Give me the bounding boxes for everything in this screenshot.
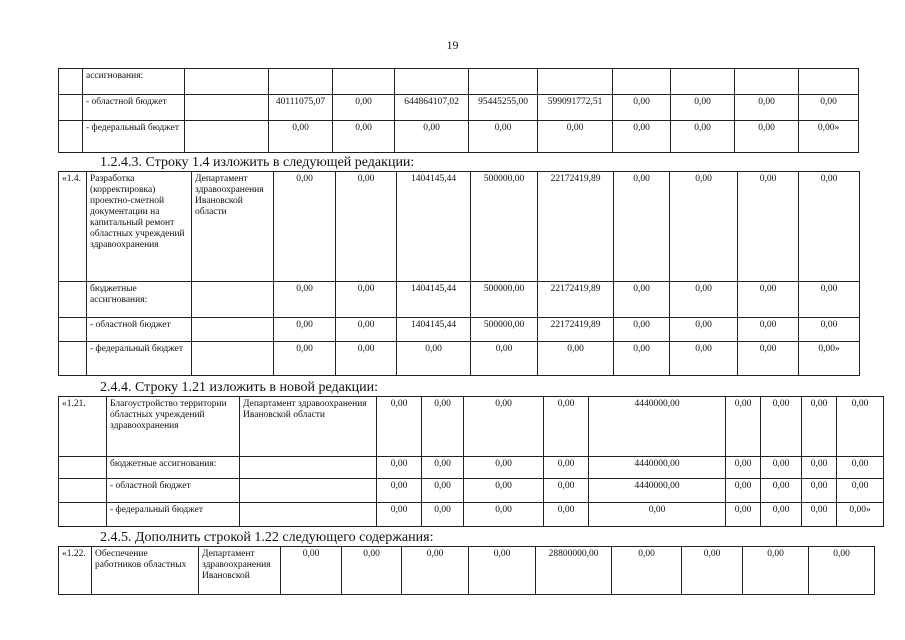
cell-value-2014: 0,00 (377, 457, 422, 479)
cell-value-2021: 0,00 (802, 457, 837, 479)
cell-value-2017: 0,00 (471, 342, 538, 376)
table-row (59, 479, 884, 503)
cell-value-2016: 0,00 (464, 479, 544, 503)
cell-executor (185, 69, 269, 95)
cell-value-2020: 0,00 (761, 457, 802, 479)
cell-value-2019: 0,00 (726, 457, 761, 479)
cell-value-2018: 0,00 (538, 121, 613, 153)
cell-value-2020: 0,00 (670, 318, 738, 342)
cell-value-2019: 0,00 (612, 547, 682, 595)
cell-value-2019: 0,00 (614, 318, 670, 342)
cell-value-2015: 0,00 (336, 282, 397, 318)
cell-value-2020: 0,00 (761, 479, 802, 503)
cell-value-2014: 0,00 (281, 547, 342, 595)
section-heading-1-22: 2.4.5. Дополнить строкой 1.22 следующего содержания: (100, 530, 434, 545)
cell-value-2015: 0,00 (342, 547, 402, 595)
table-row (59, 318, 860, 342)
cell-value-2022: 0,00 (799, 318, 860, 342)
cell-value-2017: 0,00 (469, 121, 538, 153)
cell-value-2020: 0,00 (670, 342, 738, 376)
cell-description: Благоустройство территории областных учреждений здравоохранения (107, 397, 240, 457)
cell-description: бюджетные ассигнования: (87, 282, 192, 318)
budget-table-row-1-22 (58, 546, 875, 595)
cell-value-2014: 0,00 (377, 397, 422, 457)
cell-row-number (59, 282, 87, 318)
cell-executor (240, 457, 377, 479)
cell-value-2017 (469, 69, 538, 95)
cell-value-2022 (799, 69, 859, 95)
cell-value-2016: 1404145,44 (397, 318, 471, 342)
cell-value-2021: 0,00 (743, 547, 809, 595)
cell-description: - областной бюджет (107, 479, 240, 503)
cell-value-2014: 0,00 (377, 479, 422, 503)
cell-value-2022: 0,00 (837, 479, 884, 503)
cell-value-2021: 0,00 (802, 479, 837, 503)
cell-value-2015: 0,00 (336, 342, 397, 376)
cell-value-2016: 0,00 (397, 342, 471, 376)
cell-value-2014: 0,00 (274, 282, 336, 318)
cell-value-2022: 0,00 (809, 547, 875, 595)
cell-value-2015: 0,00 (422, 479, 464, 503)
cell-value-2021: 0,00 (802, 397, 837, 457)
cell-row-number (59, 503, 107, 527)
table-row (59, 95, 859, 121)
cell-value-2021: 0,00 (735, 95, 799, 121)
cell-value-2018: 4440000,00 (589, 397, 726, 457)
cell-value-2016: 1404145,44 (397, 172, 471, 282)
cell-description: бюджетные ассигнования: (107, 457, 240, 479)
cell-value-2016: 0,00 (464, 457, 544, 479)
cell-value-2021: 0,00 (738, 282, 799, 318)
cell-row-number (59, 121, 83, 153)
cell-value-2015: 0,00 (333, 121, 395, 153)
cell-value-2022: 0,00» (799, 342, 860, 376)
cell-value-2022: 0,00 (799, 282, 860, 318)
cell-value-2016: 0,00 (402, 547, 469, 595)
cell-value-2018: 599091772,51 (538, 95, 613, 121)
cell-row-number (59, 342, 87, 376)
cell-executor (192, 342, 274, 376)
cell-executor: Департамент здравоохранения Ивановской (199, 547, 281, 595)
cell-value-2014: 0,00 (269, 121, 333, 153)
cell-value-2019: 0,00 (726, 397, 761, 457)
cell-description: Разработка (корректировка) проектно-сметной документации на капитальный ремонт областных учреждений здравоохранения (87, 172, 192, 282)
cell-value-2015: 0,00 (422, 457, 464, 479)
cell-value-2020: 0,00 (671, 121, 735, 153)
cell-value-2020: 0,00 (670, 172, 738, 282)
cell-value-2015 (333, 69, 395, 95)
cell-value-2015: 0,00 (336, 172, 397, 282)
cell-value-2017: 0,00 (544, 479, 589, 503)
cell-executor: Департамент здравоохранения Ивановской области (240, 397, 377, 457)
cell-value-2020 (671, 69, 735, 95)
cell-value-2022: 0,00» (837, 503, 884, 527)
cell-value-2016: 0,00 (464, 503, 544, 527)
cell-value-2019: 0,00 (726, 503, 761, 527)
cell-row-number: «1.22. (59, 547, 92, 595)
table-row (59, 397, 884, 457)
cell-value-2018: 4440000,00 (589, 479, 726, 503)
cell-executor (192, 282, 274, 318)
cell-executor (240, 479, 377, 503)
cell-value-2018: 0,00 (538, 342, 614, 376)
cell-description: Обеспечение работников областных (92, 547, 199, 595)
table-row (59, 503, 884, 527)
section-heading-1-21: 2.4.4. Строку 1.21 изложить в новой редакции: (100, 380, 379, 395)
cell-value-2017: 0,00 (544, 457, 589, 479)
cell-value-2021: 0,00 (735, 121, 799, 153)
cell-value-2019: 0,00 (613, 95, 671, 121)
table-row (59, 282, 860, 318)
cell-value-2019 (613, 69, 671, 95)
cell-value-2016: 644864107,02 (395, 95, 469, 121)
cell-row-number: «1.4. (59, 172, 87, 282)
cell-value-2019: 0,00 (614, 342, 670, 376)
budget-table-row-1-4 (58, 171, 860, 376)
cell-value-2014: 40111075,07 (269, 95, 333, 121)
cell-value-2018: 4440000,00 (589, 457, 726, 479)
cell-value-2019: 0,00 (614, 172, 670, 282)
cell-value-2020: 0,00 (761, 503, 802, 527)
cell-value-2019: 0,00 (613, 121, 671, 153)
cell-row-number: «1.21. (59, 397, 107, 457)
cell-value-2014: 0,00 (274, 172, 336, 282)
cell-value-2017: 500000,00 (471, 172, 538, 282)
cell-value-2015: 0,00 (336, 318, 397, 342)
cell-value-2018: 22172419,89 (538, 282, 614, 318)
cell-value-2020: 0,00 (761, 397, 802, 457)
cell-value-2021: 0,00 (738, 318, 799, 342)
cell-value-2017: 0,00 (544, 503, 589, 527)
cell-value-2021: 0,00 (802, 503, 837, 527)
cell-value-2015: 0,00 (422, 503, 464, 527)
cell-description: - областной бюджет (87, 318, 192, 342)
cell-value-2017: 0,00 (469, 547, 536, 595)
cell-value-2015: 0,00 (333, 95, 395, 121)
cell-value-2022: 0,00 (837, 397, 884, 457)
cell-value-2015: 0,00 (422, 397, 464, 457)
page-number: 19 (446, 38, 459, 52)
cell-value-2014: 0,00 (377, 503, 422, 527)
cell-value-2021 (735, 69, 799, 95)
cell-value-2018: 0,00 (589, 503, 726, 527)
cell-description: - федеральный бюджет (87, 342, 192, 376)
cell-description: - областной бюджет (83, 95, 185, 121)
cell-value-2020: 0,00 (671, 95, 735, 121)
cell-value-2022: 0,00 (837, 457, 884, 479)
cell-executor: Департамент здравоохранения Ивановской области (192, 172, 274, 282)
cell-value-2016 (395, 69, 469, 95)
cell-row-number (59, 457, 107, 479)
cell-value-2017: 0,00 (544, 397, 589, 457)
cell-value-2017: 95445255,00 (469, 95, 538, 121)
cell-value-2018: 28800000,00 (536, 547, 612, 595)
table-row (59, 457, 884, 479)
cell-value-2021: 0,00 (738, 342, 799, 376)
budget-table-row-1-21 (58, 396, 884, 527)
cell-value-2014: 0,00 (274, 318, 336, 342)
cell-executor (192, 318, 274, 342)
table-row (59, 69, 859, 95)
cell-value-2016: 0,00 (395, 121, 469, 153)
cell-value-2020: 0,00 (670, 282, 738, 318)
cell-executor (240, 503, 377, 527)
cell-description: - федеральный бюджет (107, 503, 240, 527)
cell-value-2018: 22172419,89 (538, 318, 614, 342)
cell-row-number (59, 318, 87, 342)
table-row (59, 547, 875, 595)
budget-table-continuation (58, 68, 859, 153)
section-heading-1-4: 1.2.4.3. Строку 1.4 изложить в следующей редакции: (100, 155, 415, 170)
cell-value-2014 (269, 69, 333, 95)
cell-description: - федеральный бюджет (83, 121, 185, 153)
cell-value-2021: 0,00 (738, 172, 799, 282)
cell-value-2017: 500000,00 (471, 282, 538, 318)
cell-executor (185, 95, 269, 121)
cell-value-2018 (538, 69, 613, 95)
cell-value-2022: 0,00 (799, 95, 859, 121)
cell-value-2020: 0,00 (682, 547, 743, 595)
cell-row-number (59, 479, 107, 503)
cell-executor (185, 121, 269, 153)
cell-value-2022: 0,00 (799, 172, 860, 282)
table-row (59, 172, 860, 282)
cell-value-2016: 1404145,44 (397, 282, 471, 318)
cell-row-number (59, 95, 83, 121)
table-row (59, 342, 860, 376)
cell-row-number (59, 69, 83, 95)
cell-description: ассигнования: (83, 69, 185, 95)
cell-value-2019: 0,00 (726, 479, 761, 503)
cell-value-2022: 0,00» (799, 121, 859, 153)
table-row (59, 121, 859, 153)
cell-value-2017: 500000,00 (471, 318, 538, 342)
cell-value-2016: 0,00 (464, 397, 544, 457)
cell-value-2019: 0,00 (614, 282, 670, 318)
cell-value-2018: 22172419,89 (538, 172, 614, 282)
cell-value-2014: 0,00 (274, 342, 336, 376)
